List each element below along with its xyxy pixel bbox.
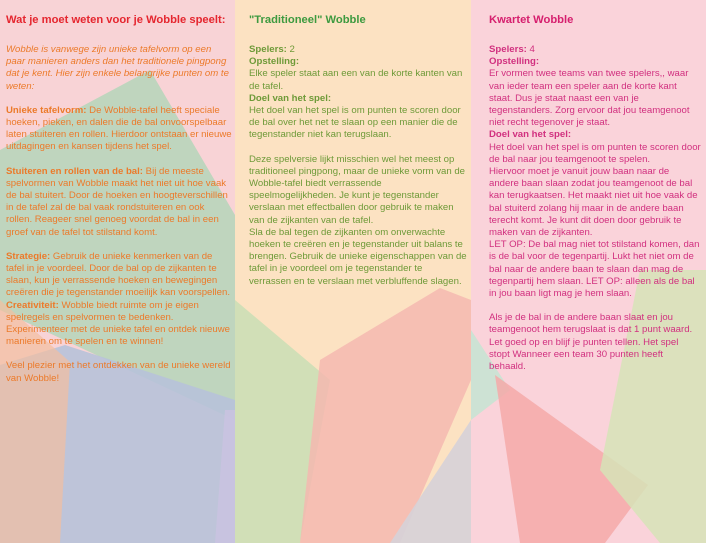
- section-text: De Wobble-tafel heeft speciale hoeken, pieken, en dalen die de bal onvoorspelbaar laten stuiteren en rollen. Hierdoor ontstaan er nieuwe uitdagingen en kansen tijdens het spel.: [6, 104, 232, 153]
- section-label: Unieke tafelvorm:: [6, 104, 87, 116]
- column-traditional: [249, 0, 467, 288]
- setup-label: Opstelling:: [249, 56, 300, 68]
- column-quartet: [489, 0, 701, 373]
- goal-label: Doel van het spel:: [249, 92, 332, 104]
- quartet-title: Kwartet Wobble: [489, 14, 574, 26]
- section-text: Gebruik de unieke kenmerken van de tafel in je voordeel. Door de bal op de zijkanten te slaan, kun je verrassende hoeken en bewegingen creëren die je tegenstander moeilijk kan voorspellen.: [6, 250, 230, 299]
- players-line: [489, 44, 701, 56]
- section-label: Stuiteren en rollen van de bal:: [6, 165, 144, 177]
- players-value: 2: [286, 44, 295, 55]
- section-label: Creativiteit:: [6, 299, 59, 311]
- goal-text: Het doel van het spel is om punten te scoren door de bal over het net te slaan op een manier die de tegenstander niet kan terugslaan.: [249, 105, 461, 141]
- scoring-text: Als je de bal in de andere baan slaat en jou teamgenoot hem terugslaat is dat 1 punt waard. Let goed op en blijf je punten tellen. Het spel stopt Wanneer een team 30 punten heeft behaald.: [489, 312, 693, 373]
- players-label: Spelers:: [489, 44, 527, 55]
- column-intro: [6, 0, 232, 385]
- section-text: Wobble biedt ruimte om je eigen spelregels en spelvormen te bedenken. Experimenteer met de unieke tafel en ontdek nieuwe manieren om te spelen en te winnen!: [6, 299, 230, 348]
- section-label: Strategie:: [6, 250, 51, 262]
- setup-text: Er vormen twee teams van twee spelers,, waar van ieder team een speler aan de korte kant staat. Dus je staat naast een van je tegenstanders. Zorg ervoor dat jou teamgenoot niet recht tegenover je staat.: [489, 68, 690, 129]
- setup-label: Opstelling:: [489, 56, 540, 68]
- traditional-title: "Traditioneel" Wobble: [249, 14, 366, 26]
- players-line: [249, 44, 467, 56]
- goal-label: Doel van het spel:: [489, 129, 572, 141]
- players-label: Spelers:: [249, 44, 287, 55]
- goal-text: Het doel van het spel is om punten te scoren door de bal naar jou teamgenoot te spelen. Hiervoor moet je vanuit jouw baan naar de andere baan slaan zodat jou teamgenoot de bal kan terugkaatsen. Het maakt niet uit hoe vaak de bal stuiterd zolang hij maar in de andere baan terecht komt. Je kunt dit doen door gebruik te maken van de zijkanten. LET OP: De bal mag niet tot stilstand komen, dan is de bal voor de tegenpartij. Lukt het niet om de bal naar de andere baan te slaan dan mag de tegenpartij hem slaan. LET OP: alleen als de bal in jou baan ligt mag je hem slaan.: [489, 141, 701, 300]
- section-strategy: [6, 251, 232, 300]
- body-text: Deze spelversie lijkt misschien wel het meest op traditioneel pingpong, maar de unieke vorm van de Wobble-tafel biedt verrassende speelmogelijkheden. Je kunt je tegenstander verslaan met effectballen door gebruik te maken van de zijkanten van de tafel. Sla de bal tegen de zijkanten om onverwachte hoeken te creëren en je tegenstander uit balans te brengen. Gebruik de unieke eigenschappen van de tafel in je voordeel om je tegenstander te verrassen en te verslaan met verbluffende slagen.: [249, 153, 467, 287]
- intro-title: Wat je moet weten voor je Wobble speelt:: [6, 14, 226, 26]
- section-bounce: [6, 166, 232, 239]
- outro-paragraph: Veel plezier met het ontdekken van de unieke wereld van Wobble!: [6, 360, 231, 384]
- intro-paragraph: Wobble is vanwege zijn unieke tafelvorm op een paar manieren anders dan het traditionele pingpong dat je kent. Hier zijn enkele belangrijke punten om te weten:: [6, 44, 229, 92]
- section-text: Bij de meeste spelvormen van Wobble maakt het niet uit hoe vaak de bal stuitert. Door de hoeken en hoogteverschillen in de tafel zal de bal vaak rondstuiteren en ook rollen. Reageer snel genoeg voordat de bal in een groef van de tafel tot stilstand komt.: [6, 165, 228, 238]
- section-unique-table: [6, 105, 232, 154]
- setup-text: Elke speler staat aan een van de korte kanten van de tafel.: [249, 68, 463, 92]
- players-value: 4: [526, 44, 535, 55]
- section-creativity: [6, 300, 232, 349]
